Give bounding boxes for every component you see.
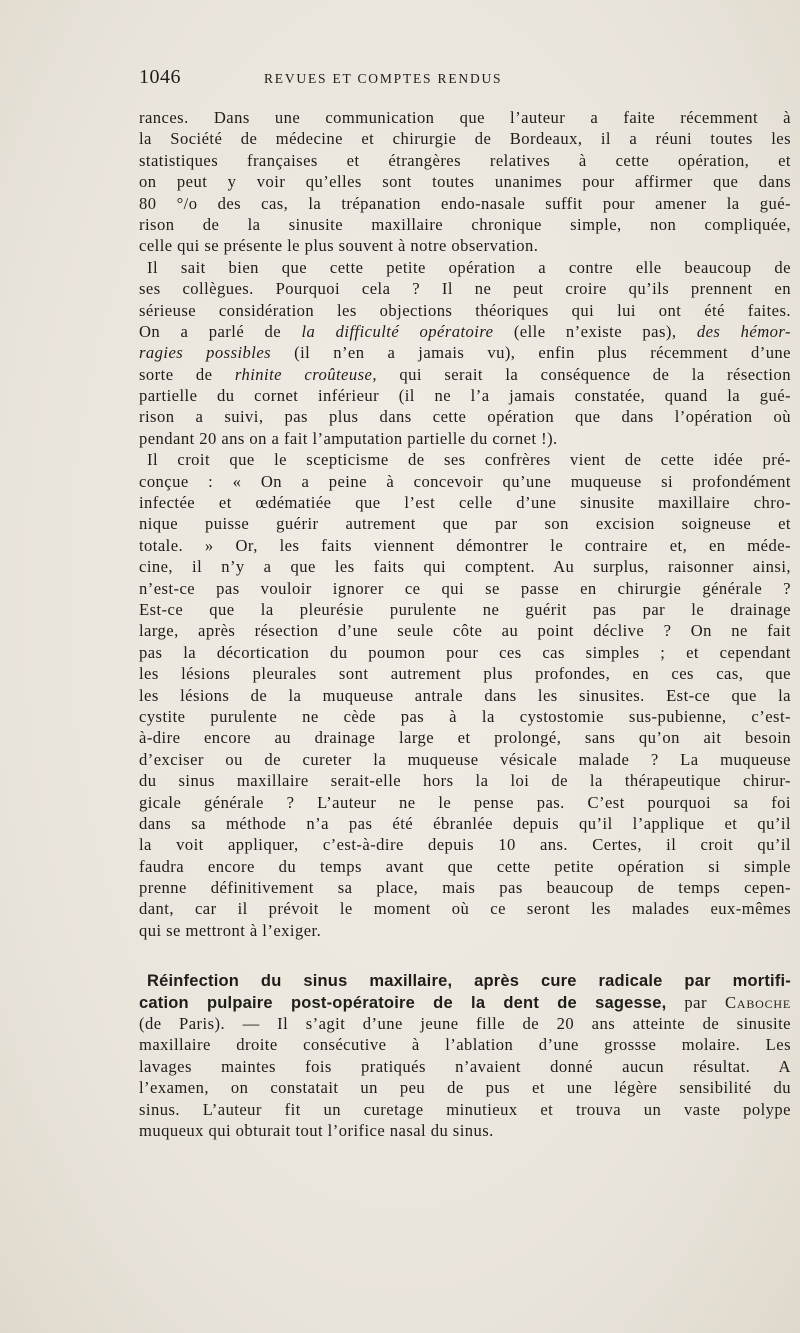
text-line: Il croit que le scepticisme de ses confrères vient de cette idée pré- bbox=[147, 450, 791, 470]
text-line: infectée et œdématiée que l’est celle d’une sinusite maxillaire chro- bbox=[139, 493, 791, 513]
text-span: (il n’en a jamais vu), enfin plus récemment d’une bbox=[271, 343, 791, 363]
text-line bbox=[139, 342, 791, 363]
text-line: (de Paris). — Il s’agit d’une jeune fille de 20 ans atteinte de sinusite bbox=[139, 1014, 791, 1034]
text-line: n’est-ce pas vouloir ignorer ce qui se passe en chirurgie générale ? bbox=[139, 578, 791, 598]
text-line: muqueux qui obturait tout l’orifice nasal du sinus. bbox=[139, 1120, 494, 1140]
text-line: conçue : « On a peine à concevoir qu’une muqueuse si profondément bbox=[139, 471, 791, 491]
article-body bbox=[139, 107, 791, 1141]
text-line: les lésions de la muqueuse antrale dans les sinusites. Est-ce que la bbox=[139, 685, 791, 705]
text-line: cine, il n’y a que les faits qui comptent. Au surplus, raisonner ainsi, bbox=[139, 557, 791, 577]
italic-text: ragies possibles bbox=[139, 343, 272, 363]
text-line bbox=[139, 992, 791, 1013]
text-line: statistiques françaises et étrangères relatives à cette opération, et bbox=[139, 150, 791, 170]
text-line: à-dire encore au drainage large et prolongé, sans qu’on ait besoin bbox=[139, 728, 791, 748]
section-gap bbox=[139, 941, 791, 970]
text-line: ses collègues. Pourquoi cela ? Il ne peut croire qu’ils prennent en bbox=[139, 279, 791, 299]
text-line: pendant 20 ans on a fait l’amputation partielle du cornet !). bbox=[139, 428, 558, 448]
text-span: (elle n’existe pas), bbox=[493, 321, 697, 341]
text-line: Est-ce que la pleurésie purulente ne guérit pas par le drainage bbox=[139, 599, 791, 619]
page-number: 1046 bbox=[139, 66, 181, 88]
page-header bbox=[139, 66, 789, 92]
text-line: cystite purulente ne cède pas à la cystostomie sus-pubienne, c’est- bbox=[139, 706, 791, 726]
text-line: la voit appliquer, c’est-à-dire depuis 10 ans. Certes, il croit qu’il bbox=[139, 835, 791, 855]
text-line bbox=[139, 970, 791, 991]
text-line: prenne définitivement sa place, mais pas beaucoup de temps cepen- bbox=[139, 878, 791, 898]
text-line: d’exciser ou de cureter la muqueuse vésicale malade ? La muqueuse bbox=[139, 749, 791, 769]
text-line: faudra encore du temps avant que cette petite opération si simple bbox=[139, 856, 791, 876]
text-span: On a parlé de bbox=[139, 321, 302, 341]
bold-heading-text: Réinfection du sinus maxillaire, après cure radicale par mortifi- bbox=[147, 972, 791, 991]
text-span: par bbox=[666, 992, 725, 1012]
text-line: large, après résection d’une seule côte au point déclive ? On ne fait bbox=[139, 621, 791, 641]
bold-heading-text: cation pulpaire post-opératoire de la dent de sagesse, bbox=[139, 993, 667, 1012]
text-line: les lésions pleurales sont autrement plus profondes, en ces cas, que bbox=[139, 664, 791, 684]
text-line: rison de la sinusite maxillaire chronique simple, non compliquée, bbox=[139, 214, 791, 234]
text-line: dant, car il prévoit le moment où ce seront les malades eux-mêmes bbox=[139, 899, 791, 919]
text-line: maxillaire droite consécutive à l’ablation d’une grossse molaire. Les bbox=[139, 1035, 791, 1055]
text-line: gicale générale ? L’auteur ne le pense pas. C’est pourquoi sa foi bbox=[139, 792, 791, 812]
italic-text: des hémor- bbox=[696, 321, 791, 341]
italic-text: la difficulté opératoire bbox=[301, 321, 494, 341]
text-line: celle qui se présente le plus souvent à notre observation. bbox=[139, 236, 539, 256]
text-span: sorte de bbox=[139, 364, 235, 384]
text-line: sinus. L’auteur fit un curetage minutieux et trouva un vaste polype bbox=[139, 1099, 791, 1119]
text-line: on peut y voir qu’elles sont toutes unanimes pour affirmer que dans bbox=[139, 172, 791, 192]
text-line bbox=[139, 321, 791, 342]
text-line: rison a suivi, pas plus dans cette opération que dans l’opération où bbox=[139, 407, 791, 427]
text-line: du sinus maxillaire serait-elle hors la loi de la thérapeutique chirur- bbox=[139, 771, 791, 791]
text-line: la Société de médecine et chirurgie de Bordeaux, il a réuni toutes les bbox=[139, 129, 791, 149]
text-line: Il sait bien que cette petite opération a contre elle beaucoup de bbox=[147, 257, 791, 277]
text-line: 80 °/o des cas, la trépanation endo-nasale suffit pour amener la gué- bbox=[139, 193, 791, 213]
text-line: sérieuse considération les objections théoriques qui lui ont été faites. bbox=[139, 300, 791, 320]
text-line: nique puisse guérir autrement que par son excision soigneuse et bbox=[139, 514, 791, 534]
text-line: lavages maintes fois pratiqués n’avaient donné aucun résultat. A bbox=[139, 1056, 791, 1076]
author-name: Caboche bbox=[724, 992, 791, 1012]
text-line: rances. Dans une communication que l’auteur a faite récemment à bbox=[139, 108, 791, 127]
running-head: REVUES ET COMPTES RENDUS bbox=[264, 71, 503, 86]
text-line: l’examen, on constatait un peu de pus et une légère sensibilité du bbox=[139, 1078, 791, 1098]
text-line: qui se mettront à l’exiger. bbox=[139, 920, 322, 940]
text-line: partielle du cornet inférieur (il ne l’a jamais constatée, quand la gué- bbox=[139, 386, 791, 406]
text-line: dans sa méthode n’a pas été ébranlée depuis qu’il l’applique et qu’il bbox=[139, 813, 791, 833]
text-span: qui serait la conséquence de la résection bbox=[376, 364, 791, 384]
text-line: pas la décortication du poumon pour ces cas simples ; et cependant bbox=[139, 642, 791, 662]
italic-text: rhinite croûteuse, bbox=[234, 364, 377, 384]
text-line bbox=[139, 364, 791, 385]
text-line: totale. » Or, les faits viennent démontrer le contraire et, en méde- bbox=[139, 535, 791, 555]
